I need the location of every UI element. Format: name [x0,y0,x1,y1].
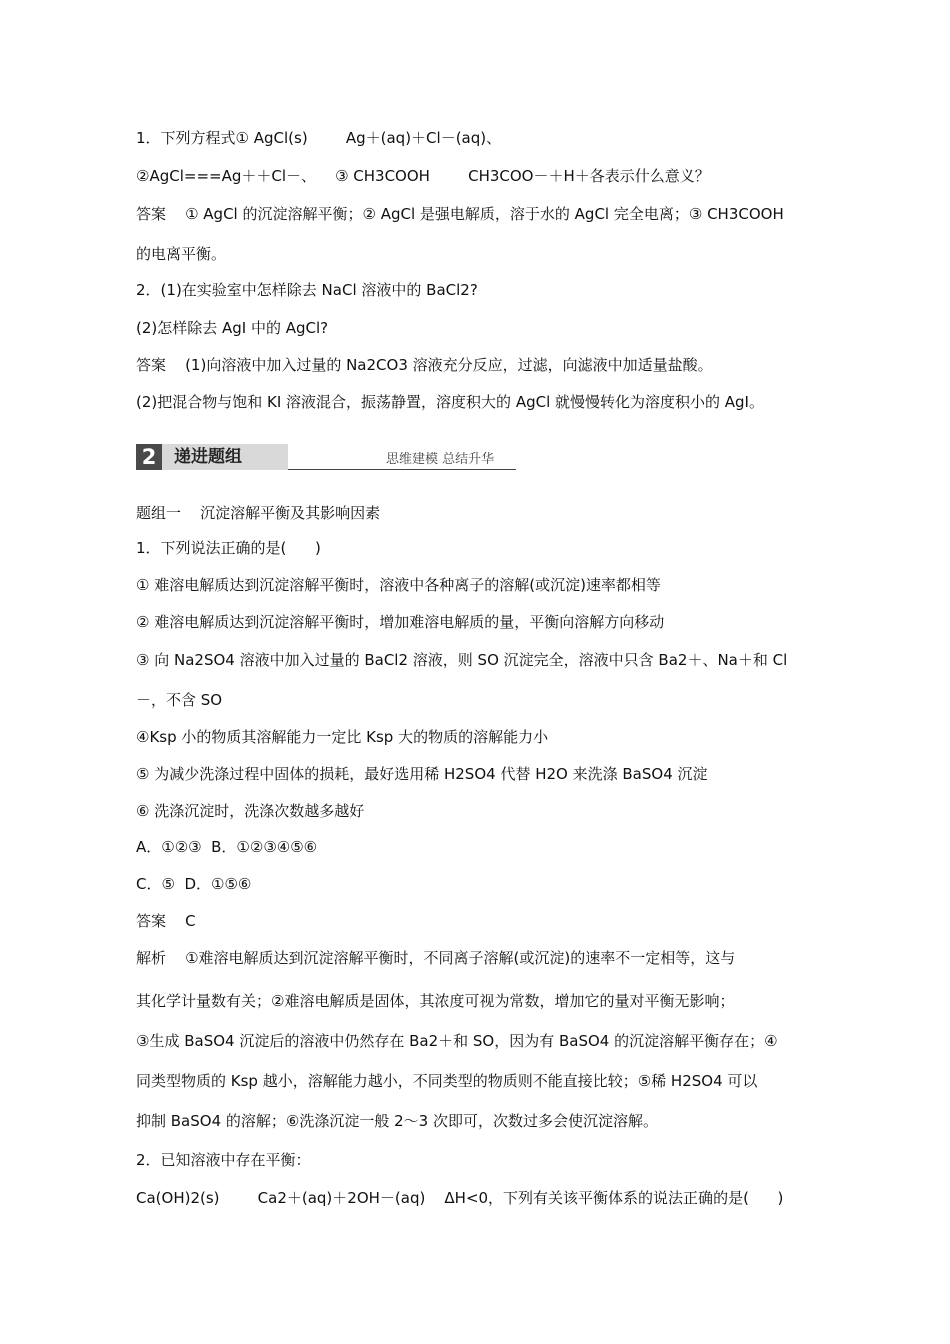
section-underline [288,469,516,470]
q2-answer-1: 答案 (1)向溶液中加入过量的 Na2CO3 溶液充分反应，过滤，向滤液中加适量盐酸。 [136,356,713,374]
options-ab: A．①②③ B．①②③④⑤⑥ [136,838,318,856]
statement-2: ② 难溶电解质达到沉淀溶解平衡时，增加难溶电解质的量，平衡向溶解方向移动 [136,613,665,631]
answer-1: 答案 C [136,912,196,930]
section-banner [136,441,516,471]
options-cd: C．⑤ D．①⑤⑥ [136,875,252,893]
analysis-line1: 解析 ①难溶电解质达到沉淀溶解平衡时，不同离子溶解(或沉淀)的速率不一定相等，这与 [136,949,736,967]
statement-3-line1: ③ 向 Na2SO4 溶液中加入过量的 BaCl2 溶液，则 SO 沉淀完全，溶液中只含 Ba2＋、Na＋和 Cl [136,651,788,669]
section-number-badge: 2 [136,444,162,470]
analysis-line4: 同类型物质的 Ksp 越小，溶解能力越小，不同类型的物质则不能直接比较；⑤稀 H2SO4 可以 [136,1072,758,1090]
q1-equations-line2: ②AgCl===Ag＋＋Cl－、 ③ CH3COOH CH3COO－＋H＋各表示什么意义？ [136,167,710,185]
statement-4: ④Ksp 小的物质其溶解能力一定比 Ksp 大的物质的溶解能力小 [136,728,549,746]
q1-equations-line1: 1．下列方程式① AgCl(s) Ag＋(aq)＋Cl－(aq)、 [136,129,502,147]
statement-1: ① 难溶电解质达到沉淀溶解平衡时，溶液中各种离子的溶解(或沉淀)速率都相等 [136,576,661,594]
analysis-line5: 抑制 BaSO4 的溶解；⑥洗涤沉淀一般 2～3 次即可，次数过多会使沉淀溶解。 [136,1112,658,1130]
section-subtitle: 思维建模 总结升华 [386,452,495,467]
q2-answer-2: (2)把混合物与饱和 KI 溶液混合，振荡静置，溶度积大的 AgCl 就慢慢转化为溶度积小的 AgI。 [136,393,764,411]
analysis-line3: ③生成 BaSO4 沉淀后的溶液中仍然存在 Ba2＋和 SO，因为有 BaSO4 的沉淀溶解平衡存在；④ [136,1032,778,1050]
section-title: 递进题组 [174,447,242,467]
q2-part1: 2．(1)在实验室中怎样除去 NaCl 溶液中的 BaCl2? [136,281,478,299]
q1-answer-line1: 答案 ① AgCl 的沉淀溶解平衡；② AgCl 是强电解质，溶于水的 AgCl 完全电离；③ CH3COOH [136,205,784,223]
q1-answer-line2: 的电离平衡。 [136,245,227,263]
question-2-stem: 2．已知溶液中存在平衡： [136,1151,311,1169]
group-heading: 题组一 沉淀溶解平衡及其影响因素 [136,504,381,522]
question-1-stem: 1．下列说法正确的是( ) [136,539,321,557]
q2-part2: (2)怎样除去 AgI 中的 AgCl? [136,319,329,337]
analysis-line2: 其化学计量数有关；②难溶电解质是固体，其浓度可视为常数，增加它的量对平衡无影响； [136,992,735,1010]
statement-5: ⑤ 为减少洗涤过程中固体的损耗，最好选用稀 H2SO4 代替 H2O 来洗涤 BaSO4 沉淀 [136,765,708,783]
statement-6: ⑥ 洗涤沉淀时，洗涤次数越多越好 [136,802,365,820]
question-2-equation: Ca(OH)2(s) Ca2＋(aq)＋2OH－(aq) ΔH<0，下列有关该平衡体系的说法正确的是( ) [136,1189,784,1207]
statement-3-line2: －，不含 SO [136,691,223,709]
